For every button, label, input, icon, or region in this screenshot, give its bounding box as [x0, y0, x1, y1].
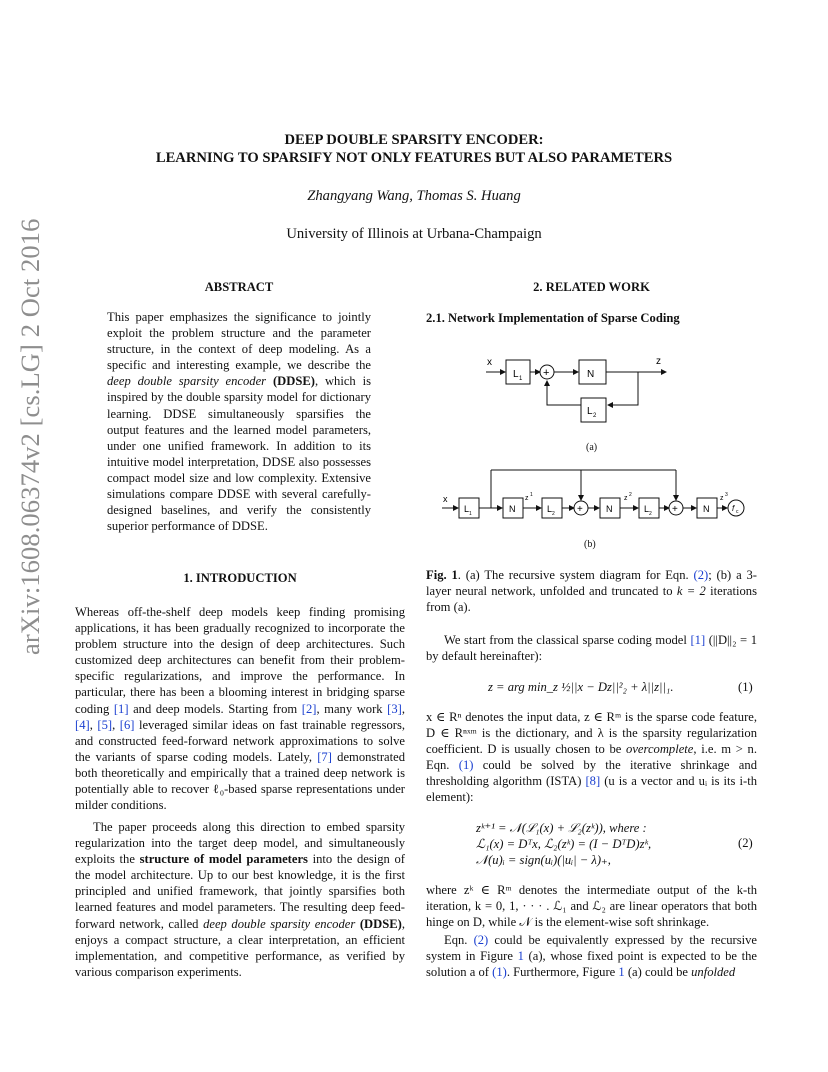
equation-1: z = arg min_z ½||x − Dz||²₂ + λ||z||₁. — [488, 680, 674, 694]
equation-2-number: (2) — [738, 836, 753, 850]
related-paragraph-2: x ∈ Rⁿ denotes the input data, z ∈ Rᵐ is the sparse code feature, D ∈ Rⁿˣᵐ is the dictionary, and λ is the sparsity regularization coefficient. D is usually chosen to be overcomplete, i.e. m > n. Eqn. (1) could be solved by the iterative shrinkage and thresholding algorithm (ISTA) [8] (u is a vector and uᵢ is its i-th element): — [426, 710, 757, 805]
svg-text:f: f — [732, 504, 735, 513]
figure-1a-caption: (a) — [586, 442, 598, 453]
subsection-heading: 2.1. Network Implementation of Sparse Coding — [426, 311, 680, 325]
citation-8[interactable]: [8] — [585, 774, 601, 789]
figure-1-caption: Fig. 1. (a) The recursive system diagram for Eqn. (2); (b) a 3-layer neural network, unfolded and truncated to k = 2 iterations from (a). — [426, 568, 757, 615]
figure-ref-2[interactable]: 1 — [618, 965, 625, 980]
citation-6[interactable]: [6] — [119, 717, 135, 732]
figure-1b-diagram — [440, 462, 760, 532]
title-line-2: LEARNING TO SPARSIFY NOT ONLY FEATURES BUT ALSO PARAMETERS — [155, 150, 673, 166]
fig-a-z-label: z — [656, 356, 661, 367]
equation-1-number: (1) — [738, 680, 753, 694]
equation-2 — [476, 820, 651, 868]
abstract-body: This paper emphasizes the significance to jointly exploit the problem structure and the parameter structure, in the context of deep modeling. As a specific and interesting example, we describe the deep double sparsity encoder (DDSE), which is inspired by the double sparsity model for dictionary learning. DDSE simultaneously sparsifies the output features and the learned model parameters, under one unified framework. In addition to its intuitive model interpretation, DDSE also possesses compact model size and low complexity. Extensive simulations compare DDSE with several carefully-designed baselines, and verify the consistently superior performance of DDSE. — [107, 310, 371, 534]
svg-text:z: z — [525, 495, 529, 502]
intro-heading: 1. INTRODUCTION — [183, 571, 297, 585]
svg-text:c: c — [736, 509, 739, 515]
citation-5[interactable]: [5] — [97, 717, 113, 732]
intro-paragraph-2: The paper proceeds along this direction to embed sparsity regularization into the target deep model, and simultaneously exploits the structure of model parameters into the design of the model architecture. Up to our best knowledge, it is the first principled and unified framework, that jointly sparsifies both learned features and model parameters. The resulting deep feed-forward network, called deep double sparsity encoder (DDSE), enjoys a compact structure, a clear interpretation, an efficient implementation, and competitive performance, as verified by various comparison experiments. — [75, 820, 405, 979]
equation-2-line-1: zᵏ⁺¹ = 𝒩(ℒ₁(x) + ℒ₂(zᵏ)), where : — [476, 821, 647, 835]
equation-2-line-2: ℒ₁(x) = Dᵀx, ℒ₂(zᵏ) = (I − DᵀD)zᵏ, — [476, 837, 652, 851]
svg-text:+: + — [577, 504, 583, 515]
svg-text:1: 1 — [530, 492, 533, 498]
svg-text:N: N — [509, 504, 516, 514]
related-paragraph-1: We start from the classical sparse coding model [1] (||D||₂ = 1 by default hereinafter): — [426, 633, 758, 664]
equation-2-line-3: 𝒩(u)ᵢ = sign(uᵢ)(|uᵢ| − λ)₊, — [476, 853, 611, 867]
svg-text:+: + — [543, 367, 550, 379]
citation-2[interactable]: [2] — [301, 701, 317, 716]
citation-3[interactable]: [3] — [387, 701, 402, 716]
svg-text:z: z — [720, 495, 724, 502]
eq1-ref[interactable]: (1) — [458, 758, 474, 773]
svg-text:1: 1 — [519, 376, 523, 382]
authors: Zhangyang Wang, Thomas S. Huang — [307, 188, 521, 204]
intro-paragraph-1: Whereas off-the-shelf deep models keep finding promising applications, it has been gradually recognized to incorporate the problem structure into the design of deep architectures. Such customized deep architectures can benefit from their problem-specific regularizations, and improve the performance. In particular, there has been a blooming interest in bridging sparse coding [1] and deep models. Starting from [2], many work [3], [4], [5], [6] leveraged similar ideas on fast trainable regressors, and constructed feed-forward network approximations to solve the variants of sparse coding models. Lately, [7] demonstrated both theoretically and empirically that a trained deep network is potentially able to recover ℓ₀-based sparse representations under milder conditions. — [75, 605, 406, 813]
citation-7[interactable]: [7] — [317, 749, 332, 764]
citation-4[interactable]: [4] — [75, 717, 90, 732]
svg-text:2: 2 — [552, 511, 555, 517]
svg-text:x: x — [443, 494, 448, 504]
eq1-ref-2[interactable]: (1) — [492, 965, 507, 980]
related-paragraph-3: where zᵏ ∈ Rᵐ denotes the intermediate output of the k-th iteration, k = 0, 1, · · · . ℒ₁ and ℒ₂ are linear operators that both hinge on D, while 𝒩 is the element-wise soft shrinkage. — [426, 883, 757, 930]
eq2-ref[interactable]: (2) — [693, 568, 709, 582]
svg-text:+: + — [672, 504, 678, 515]
svg-text:L: L — [587, 406, 593, 417]
svg-text:L: L — [644, 504, 650, 514]
abstract-heading: ABSTRACT — [204, 280, 274, 294]
citation-1-right[interactable]: [1] — [690, 633, 706, 647]
svg-text:z: z — [624, 495, 628, 502]
paper-title — [0, 131, 828, 167]
figure-ref-1[interactable]: 1 — [517, 949, 524, 964]
figure-1b-caption: (b) — [584, 539, 596, 550]
affiliation: University of Illinois at Urbana-Champaign — [286, 226, 542, 242]
svg-text:2: 2 — [629, 492, 632, 498]
citation-1[interactable]: [1] — [113, 701, 129, 716]
svg-text:L: L — [547, 504, 553, 514]
svg-text:1: 1 — [469, 511, 472, 517]
arxiv-identifier[interactable]: arXiv:1608.06374v2 [cs.LG] 2 Oct 2016 — [15, 218, 45, 655]
svg-text:2: 2 — [593, 413, 597, 419]
title-line-1: DEEP DOUBLE SPARSITY ENCODER: — [284, 132, 544, 148]
svg-text:3: 3 — [725, 492, 728, 498]
svg-text:N: N — [703, 504, 710, 514]
svg-text:2: 2 — [649, 511, 652, 517]
related-work-heading: 2. RELATED WORK — [533, 280, 650, 294]
svg-text:L: L — [513, 369, 519, 380]
eq2-ref-2[interactable]: (2) — [473, 933, 489, 947]
svg-text:L: L — [464, 504, 470, 514]
svg-text:N: N — [587, 369, 595, 380]
fig-a-x-label: x — [487, 357, 492, 368]
related-paragraph-4: Eqn. (2) could be equivalently expressed by the recursive system in Figure 1 (a), whose fixed point is expected to be the solution a of (1). Furthermore, Figure 1 (a) could be unfolded — [426, 933, 758, 980]
svg-text:N: N — [606, 504, 613, 514]
